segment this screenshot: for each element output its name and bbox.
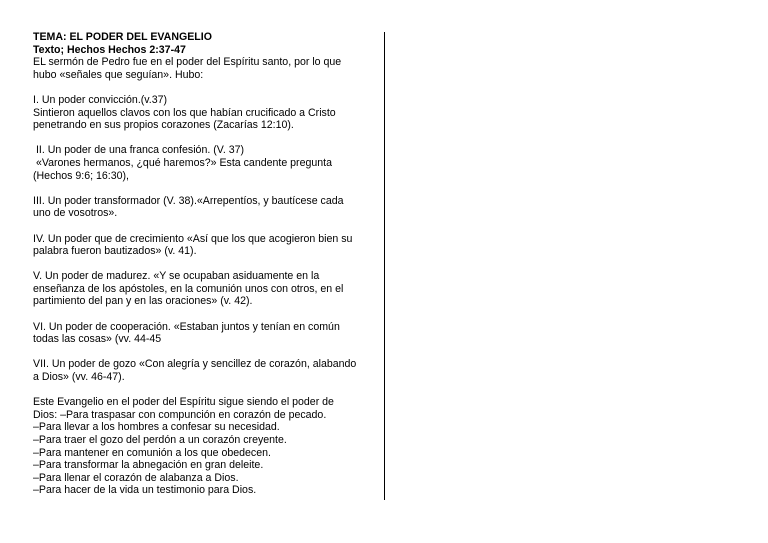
- point-2-line: (Hechos 9:6; 16:30),: [33, 169, 129, 182]
- point-7-heading: VII. Un poder de gozo «Con alegría y sencillez de corazón, alabando: [33, 358, 357, 371]
- point-2-heading: II. Un poder de una franca confesión. (V. 37): [33, 144, 245, 157]
- point-1-heading: I. Un poder convicción.(v.37): [33, 93, 168, 106]
- point-3-line: uno de vosotros».: [33, 207, 118, 220]
- closing-bullet: –Para llevar a los hombres a confesar su necesidad.: [33, 421, 280, 434]
- point-5-line: partimiento del pan y en las oraciones» (v. 42).: [33, 295, 253, 308]
- point-5-heading: V. Un poder de madurez. «Y se ocupaban asiduamente en la: [33, 270, 320, 283]
- paragraph-gap: [33, 258, 373, 271]
- paragraph-gap: [33, 182, 373, 195]
- point-1-line: penetrando en sus propios corazones (Zacarías 12:10).: [33, 119, 294, 132]
- point-6-heading: VI. Un poder de cooperación. «Estaban juntos y tenían en común: [33, 320, 340, 333]
- intro-line: EL sermón de Pedro fue en el poder del Espíritu santo, por lo que: [33, 56, 342, 69]
- text-column: [33, 31, 373, 497]
- paragraph-gap: [33, 384, 373, 397]
- closing-bullet: –Para hacer de la vida un testimonio para Dios.: [33, 484, 257, 497]
- point-4-line: palabra fueron bautizados» (v. 41).: [33, 245, 197, 258]
- closing-bullet: –Para llenar el corazón de alabanza a Dios.: [33, 471, 239, 484]
- closing-bullet: –Para mantener en comunión a los que obedecen.: [33, 446, 271, 459]
- closing-bullet: –Para traer el gozo del perdón a un corazón creyente.: [33, 434, 287, 446]
- paragraph-gap: [33, 81, 373, 94]
- paragraph-gap: [33, 308, 373, 321]
- intro-line: hubo «señales que seguían». Hubo:: [33, 68, 204, 81]
- closing-bullet: –Para transformar la abnegación en gran deleite.: [33, 459, 264, 472]
- closing-line: Dios: –Para traspasar con compunción en corazón de pecado.: [33, 408, 327, 421]
- column-divider-line: [384, 32, 385, 500]
- document-title: TEMA: EL PODER DEL EVANGELIO: [33, 31, 212, 43]
- document-subtitle: Texto; Hechos Hechos 2:37-47: [33, 43, 186, 56]
- point-4-heading: IV. Un poder que de crecimiento «Así que los que acogieron bien su: [33, 232, 353, 245]
- paragraph-gap: [33, 132, 373, 145]
- point-2-line: «Varones hermanos, ¿qué haremos?» Esta candente pregunta: [33, 156, 332, 169]
- point-1-line: Sintieron aquellos clavos con los que habían crucificado a Cristo: [33, 106, 336, 119]
- point-3-heading: III. Un poder transformador (V. 38).«Arrepentíos, y bautícese cada: [33, 194, 344, 207]
- paragraph-gap: [33, 346, 373, 359]
- point-5-line: enseñanza de los apóstoles, en la comunión unos con otros, en el: [33, 282, 344, 295]
- paragraph-gap: [33, 220, 373, 233]
- point-6-line: todas las cosas» (vv. 44-45: [33, 333, 162, 346]
- point-7-line: a Dios» (vv. 46-47).: [33, 371, 125, 384]
- closing-line: Este Evangelio en el poder del Espíritu sigue siendo el poder de: [33, 396, 334, 409]
